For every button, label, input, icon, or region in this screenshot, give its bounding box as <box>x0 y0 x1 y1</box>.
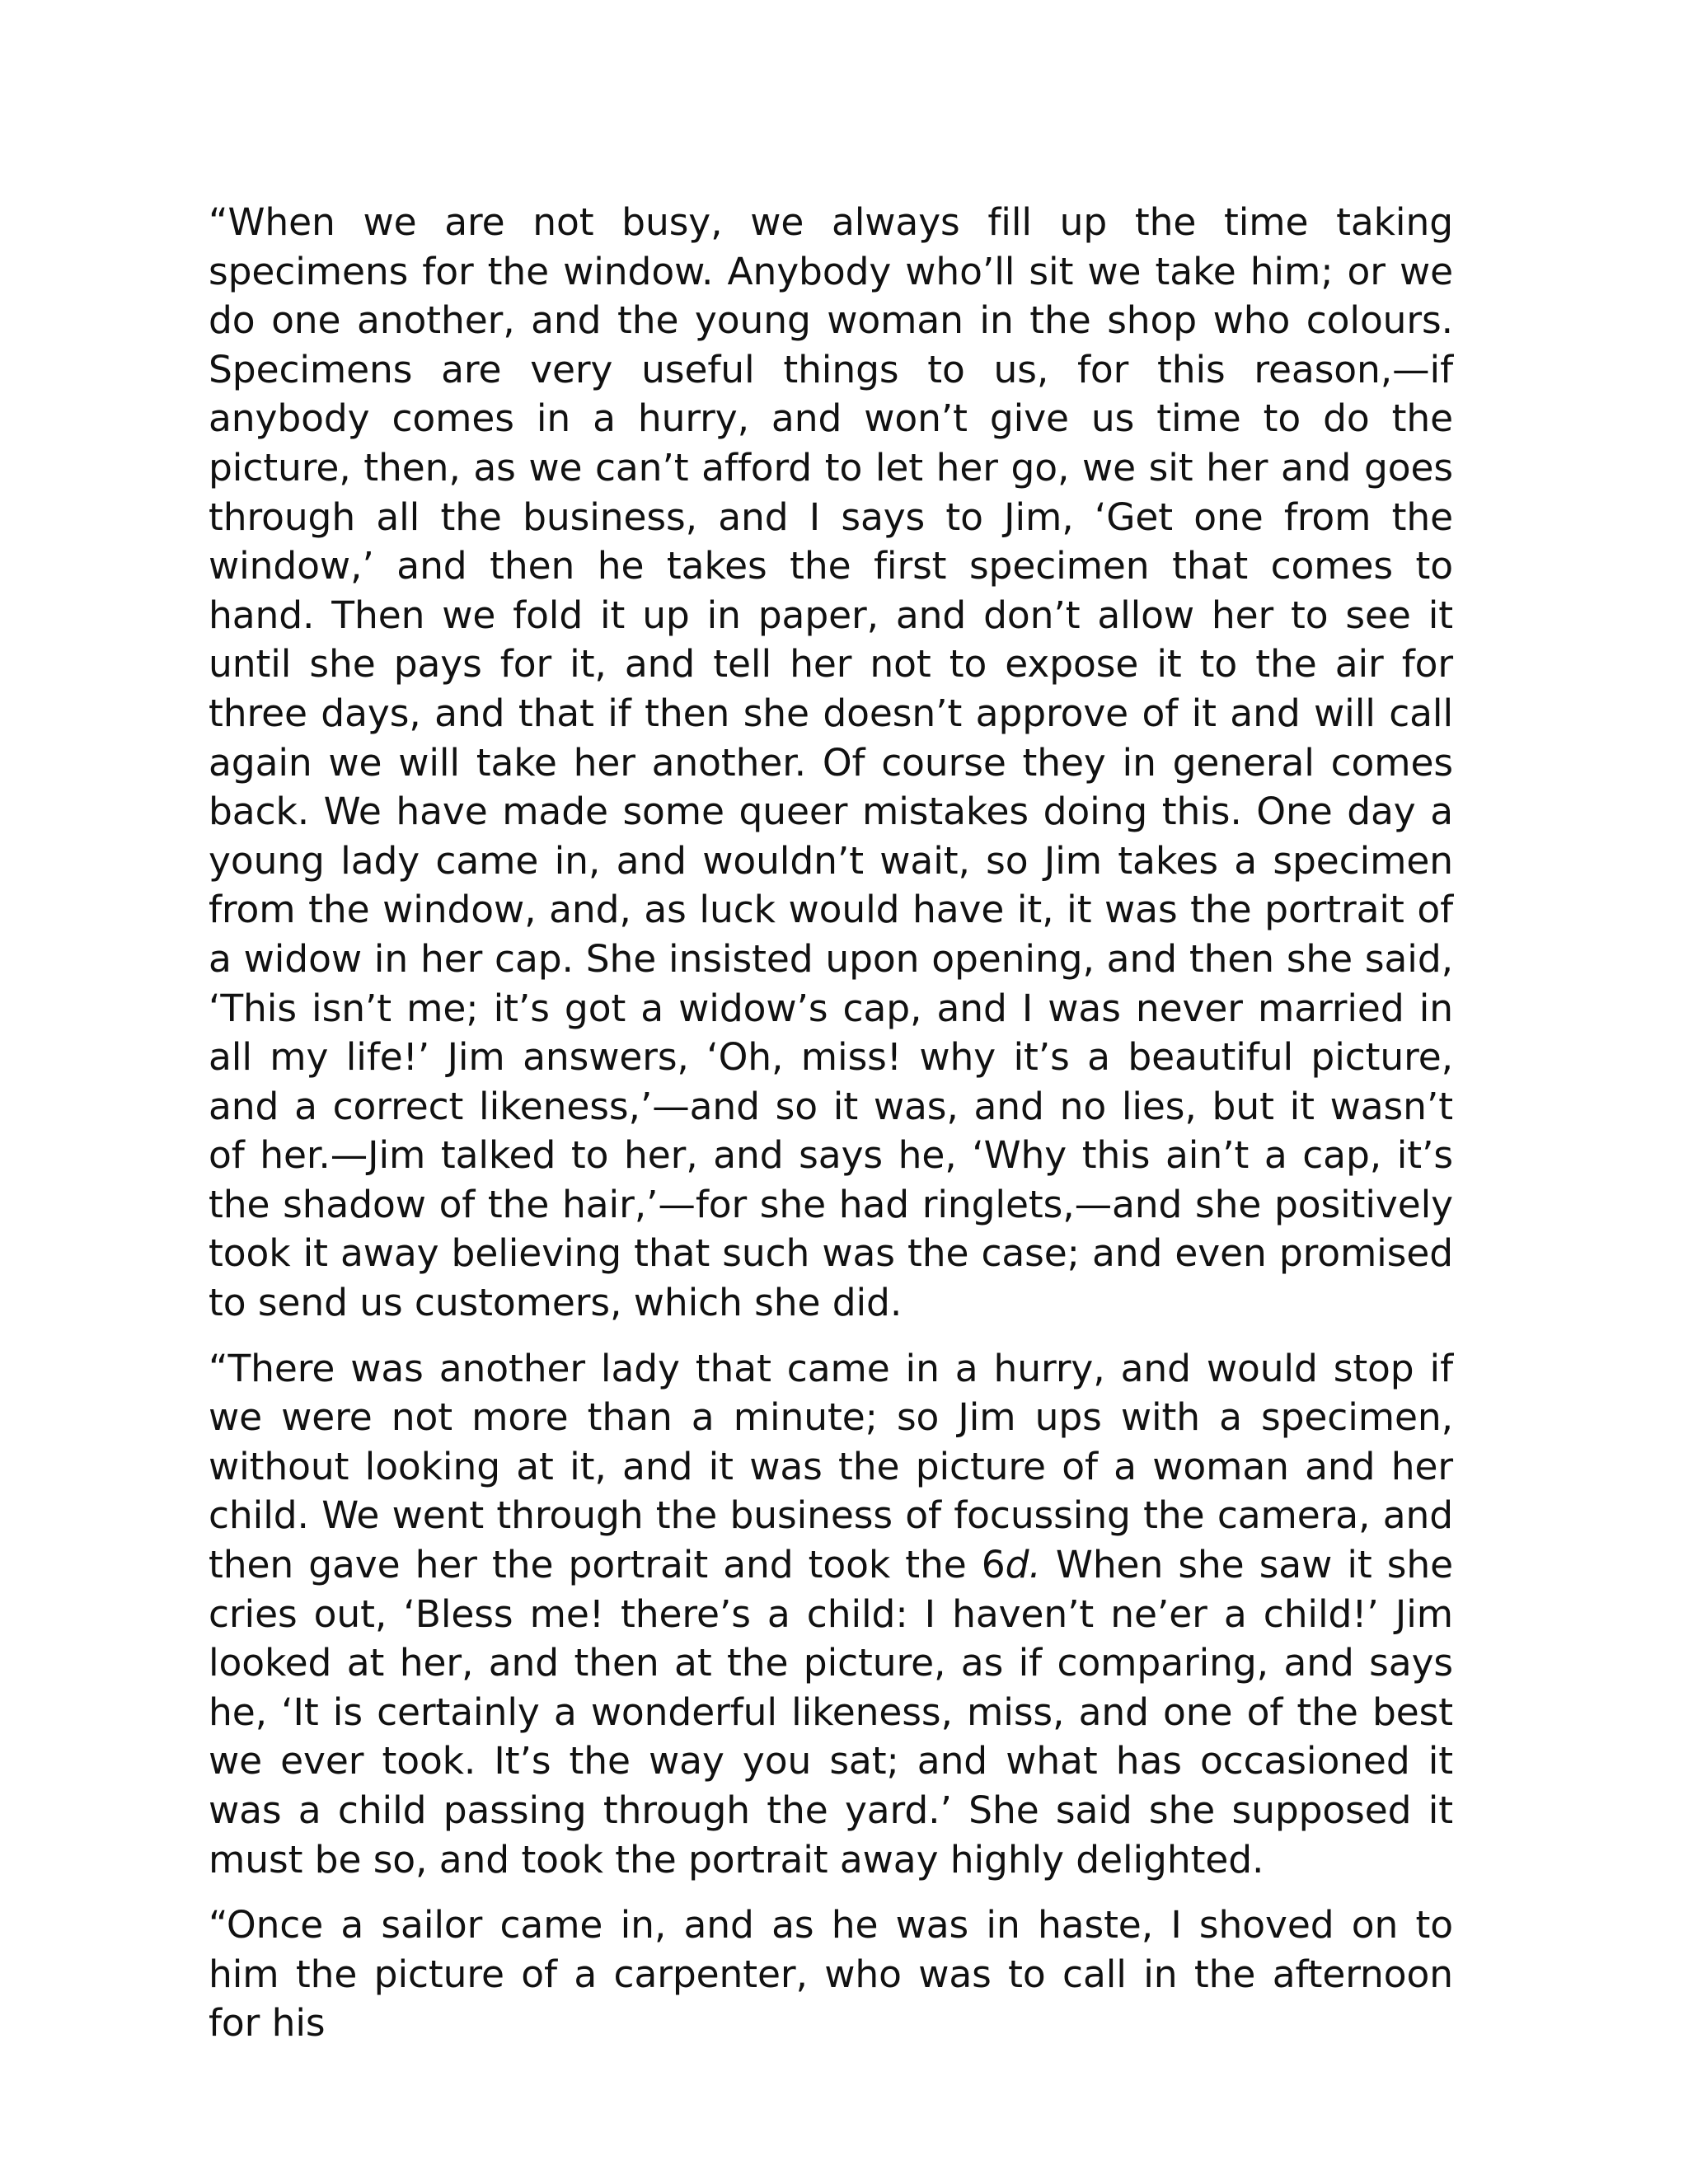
paragraph-2 <box>209 1344 1453 1885</box>
pence-abbreviation: d. <box>1005 1543 1041 1587</box>
paragraph-3-text: “Once a sailor came in, and as he was in haste, I shoved on to him the picture of a carpenter, who was to call in the afternoon for his <box>209 1903 1453 2046</box>
page-text <box>209 198 1453 2064</box>
paragraph-2-text-b: When she saw it she cries out, ‘Bless me! there’s a child: I haven’t ne’er a child!’ Jim looked at her, and then at the picture, as if comparing, and says he, ‘It is certainly a wonderful likeness, miss, and one of the best we ever took. It’s the way you sat; and what has occasioned it was a child passing through the yard.’ She said she supposed it must be so, and took the portrait away highly delighted. <box>209 1543 1453 1882</box>
paragraph-1-text: “When we are not busy, we always fill up the time taking specimens for the window. Anybody who’ll sit we take him; or we do one another, and the young woman in the shop who colours. Specimens are very useful things to us, for this reason,—if anybody comes in a hurry, and won’t give us time to do the picture, then, as we can’t afford to let her go, we sit her and goes through all the business, and I says to Jim, ‘Get one from the window,’ and then he takes the first specimen that comes to hand. Then we fold it up in paper, and don’t allow her to see it until she pays for it, and tell her not to expose it to the air for three days, and that if then she doesn’t approve of it and will call again we will take her another. Of course they in general comes back. We have made some queer mistakes doing this. One day a young lady came in, and wouldn’t wait, so Jim takes a specimen from the window, and, as luck would have it, it was the portrait of a widow in her cap. She insisted upon opening, and then she said, ‘This isn’t me; it’s got a widow’s cap, and I was never married in all my life!’ Jim answers, ‘Oh, miss! why it’s a beautiful picture, and a correct likeness,’—and so it was, and no lies, but it wasn’t of her.—Jim talked to her, and says he, ‘Why this ain’t a cap, it’s the shadow of the hair,’—for she had ringlets,—and she positively took it away believing that such was the case; and even promised to send us customers, which she did. <box>209 200 1453 1325</box>
paragraph-3 <box>209 1900 1453 2048</box>
paragraph-2-text-a: “There was another lady that came in a hurry, and would stop if we were not more than a minute; so Jim ups with a specimen, without looking at it, and it was the picture of a woman and her child. We went through the business of focussing the camera, and then gave her the portrait and took the 6 <box>209 1346 1453 1587</box>
paragraph-1 <box>209 198 1453 1328</box>
